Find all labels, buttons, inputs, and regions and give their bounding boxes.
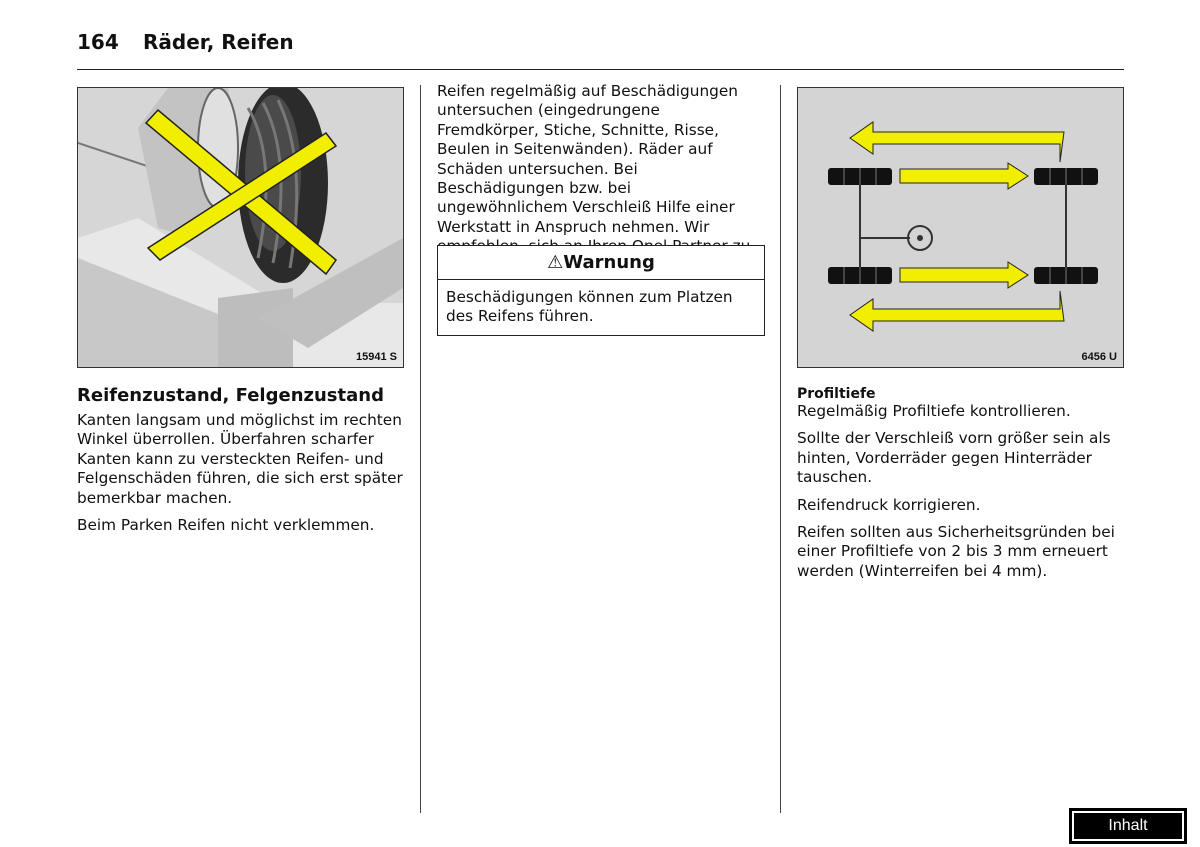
- figure-tire-rotation: [797, 87, 1124, 368]
- wheel-rear-right: [1034, 267, 1098, 284]
- header-rule: [77, 69, 1124, 70]
- inhalt-label: Inhalt: [1072, 811, 1184, 841]
- paragraph: Sollte der Verschleiß vorn größer sein als hinten, Vorderräder gegen Hinterräder tauschen.: [797, 429, 1111, 487]
- left-column-text: [77, 411, 407, 535]
- page-title: Räder, Reifen: [143, 30, 294, 54]
- warning-triangle-icon: ⚠: [547, 252, 564, 273]
- figure-code: 15941 S: [356, 351, 397, 363]
- figure-code: 6456 U: [1081, 351, 1117, 363]
- paragraph: Regelmäßig Profiltiefe kontrollieren.: [797, 402, 1071, 420]
- paragraph: Beim Parken Reifen nicht verklemmen.: [77, 516, 375, 535]
- column-divider-right: [780, 85, 781, 813]
- warning-text: Beschädigungen können zum Platzen des Reifens führen.: [446, 288, 733, 326]
- inhalt-button[interactable]: [1069, 808, 1187, 844]
- wheel-front-right: [1034, 168, 1098, 185]
- warning-header: [438, 246, 764, 280]
- figure-tire-curb: [77, 87, 404, 368]
- paragraph: Kanten langsam und möglichst im rechten Winkel überrollen. Überfahren scharfer Kanten kann zu versteckten Reifen- und Felgenschäden führen, die sich erst später bemerkbar machen.: [77, 411, 403, 507]
- subheading: Profiltiefe: [797, 386, 876, 402]
- paragraph: Reifen regelmäßig auf Beschädigungen untersuchen (eingedrungene Fremdkörper, Stiche, Schnitte, Risse, Beulen in Seitenwänden). Räder auf Schäden untersuchen. Bei Beschädigungen bzw. bei ungewöhnlichem Verschleiß Hilfe einer Werkstatt in Anspruch nehmen. Wir: [437, 82, 738, 236]
- tire-rotation-diagram: [798, 88, 1123, 367]
- warning-box: [437, 245, 765, 336]
- right-column-text: [797, 386, 1122, 581]
- warning-title: Warnung: [563, 252, 655, 273]
- page-number: 164: [77, 30, 119, 54]
- paragraph: Reifen sollten aus Sicherheitsgründen bei einer Profiltiefe von 2 bis 3 mm erneuert werden (Winterreifen bei 4 mm).: [797, 523, 1115, 580]
- wheel-front-left: [828, 168, 892, 185]
- column-divider-left: [420, 85, 421, 813]
- tire-curb-illustration: [78, 88, 403, 367]
- paragraph: Reifendruck korrigieren.: [797, 495, 981, 514]
- section-heading: Reifenzustand, Felgenzustand: [77, 385, 384, 406]
- wheel-rear-left: [828, 267, 892, 284]
